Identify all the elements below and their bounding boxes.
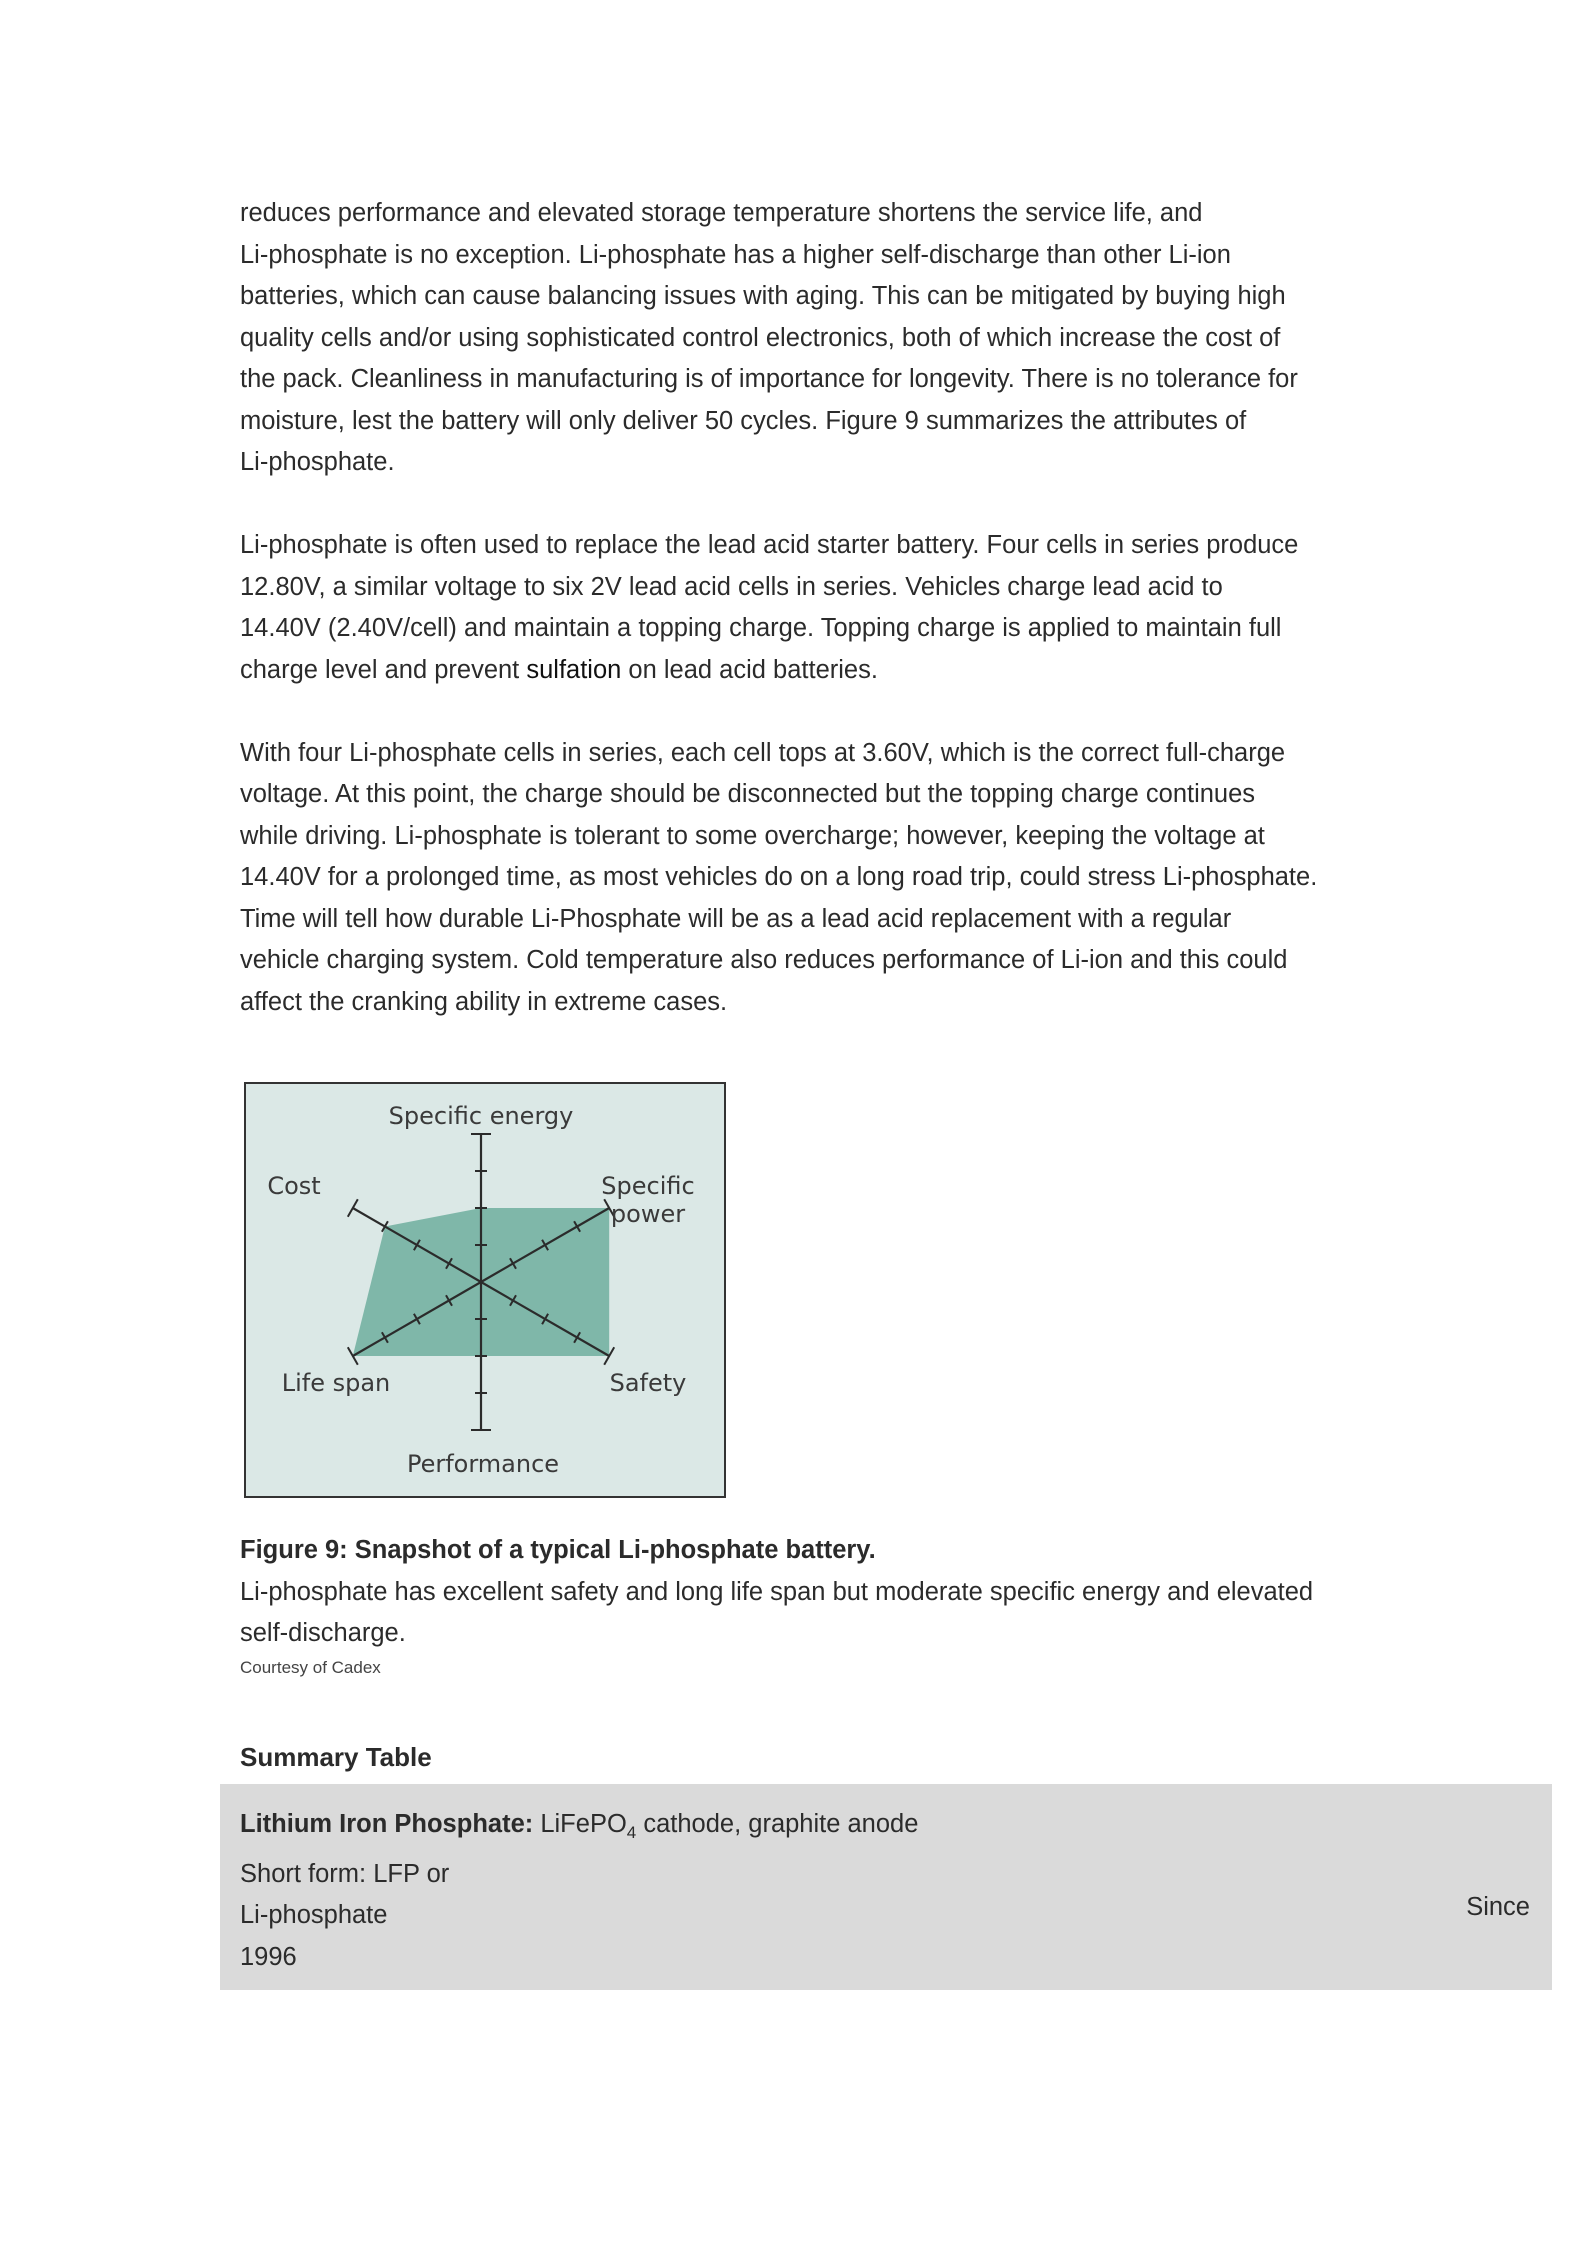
paragraph-line: charge level and prevent bbox=[240, 655, 527, 684]
paragraph-2 bbox=[240, 525, 1360, 691]
paragraph-line: Li-phosphate. bbox=[240, 448, 395, 476]
paragraph-line: reduces performance and elevated storage temperature shortens the service life, and bbox=[240, 199, 1203, 227]
paragraph-3 bbox=[240, 733, 1360, 1024]
figure-description bbox=[240, 1572, 1360, 1655]
summary-table-cell bbox=[240, 1804, 918, 1978]
chemistry-label: Lithium Iron Phosphate: bbox=[240, 1810, 534, 1838]
radar-tick bbox=[348, 1199, 358, 1216]
paragraph-line: voltage. At this point, the charge should be disconnected but the topping charge continues bbox=[240, 780, 1256, 808]
since-label: Since bbox=[1466, 1893, 1530, 1921]
figure-description-line: self-discharge. bbox=[240, 1619, 406, 1647]
figure-description-line: Li-phosphate has excellent safety and long life span but moderate specific energy and elevated bbox=[240, 1577, 1314, 1606]
summary-table bbox=[220, 1784, 1552, 1990]
short-form-line: Short form: LFP or bbox=[240, 1859, 450, 1888]
label-cost: Cost bbox=[267, 1172, 321, 1200]
paragraph-line: quality cells and/or using sophisticated control electronics, both of which increase the cost of bbox=[240, 323, 1281, 352]
paragraph-line: Time will tell how durable Li-Phosphate will be as a lead acid replacement with a regular bbox=[240, 904, 1232, 933]
short-form-line: 1996 bbox=[240, 1942, 297, 1971]
radar-chart bbox=[246, 1084, 724, 1496]
paragraph-line: 12.80V, a similar voltage to six 2V lead acid cells in series. Vehicles charge lead acid to bbox=[240, 572, 1223, 601]
formula-prefix: LiFePO bbox=[533, 1810, 627, 1838]
paragraph-line: Li-phosphate is no exception. Li-phosphate has a higher self-discharge than other Li-ion bbox=[240, 240, 1231, 269]
document-body bbox=[240, 193, 1360, 1065]
paragraph-line: Li-phosphate is often used to replace the lead acid starter battery. Four cells in series produce bbox=[240, 531, 1299, 559]
label-safety: Safety bbox=[609, 1369, 687, 1397]
paragraph-line: affect the cranking ability in extreme cases. bbox=[240, 987, 728, 1016]
label-life-span: Life span bbox=[281, 1369, 391, 1397]
paragraph-line: 14.40V (2.40V/cell) and maintain a topping charge. Topping charge is applied to maintain full bbox=[240, 614, 1282, 642]
label-specific-power-2: power bbox=[610, 1200, 686, 1228]
paragraph-line: With four Li-phosphate cells in series, each cell tops at 3.60V, which is the correct full-charge bbox=[240, 738, 1286, 767]
sulfation-link[interactable]: sulfation bbox=[526, 655, 622, 684]
paragraph-line: while driving. Li-phosphate is tolerant to some overcharge; however, keeping the voltage at bbox=[240, 821, 1265, 850]
paragraph-line: moisture, lest the battery will only deliver 50 cycles. Figure 9 summarizes the attributes of bbox=[240, 406, 1247, 435]
paragraph-line: the pack. Cleanliness in manufacturing is of importance for longevity. There is no tolerance for bbox=[240, 365, 1298, 393]
short-form-line: Li-phosphate bbox=[240, 1901, 388, 1930]
paragraph-line: vehicle charging system. Cold temperature also reduces performance of Li-ion and this could bbox=[240, 946, 1288, 974]
label-specific-power-1: Specific bbox=[601, 1172, 695, 1200]
paragraph-line: 14.40V for a prolonged time, as most vehicles do on a long road trip, could stress Li-phosphate. bbox=[240, 863, 1318, 891]
radar-chart-figure bbox=[244, 1082, 726, 1498]
figure-title: Figure 9: Snapshot of a typical Li-phosphate battery. bbox=[240, 1536, 876, 1564]
figure-courtesy: Courtesy of Cadex bbox=[240, 1657, 381, 1677]
summary-table-heading: Summary Table bbox=[240, 1742, 432, 1772]
figure-caption bbox=[240, 1530, 1360, 1681]
label-performance: Performance bbox=[406, 1450, 560, 1478]
formula-suffix: cathode, graphite anode bbox=[636, 1810, 919, 1838]
paragraph-1 bbox=[240, 193, 1360, 484]
formula-subscript: 4 bbox=[626, 1823, 637, 1843]
paragraph-line: on lead acid batteries. bbox=[621, 655, 878, 684]
paragraph-line: batteries, which can cause balancing issues with aging. This can be mitigated by buying high bbox=[240, 282, 1286, 310]
label-specific-energy: Specific energy bbox=[388, 1102, 574, 1130]
